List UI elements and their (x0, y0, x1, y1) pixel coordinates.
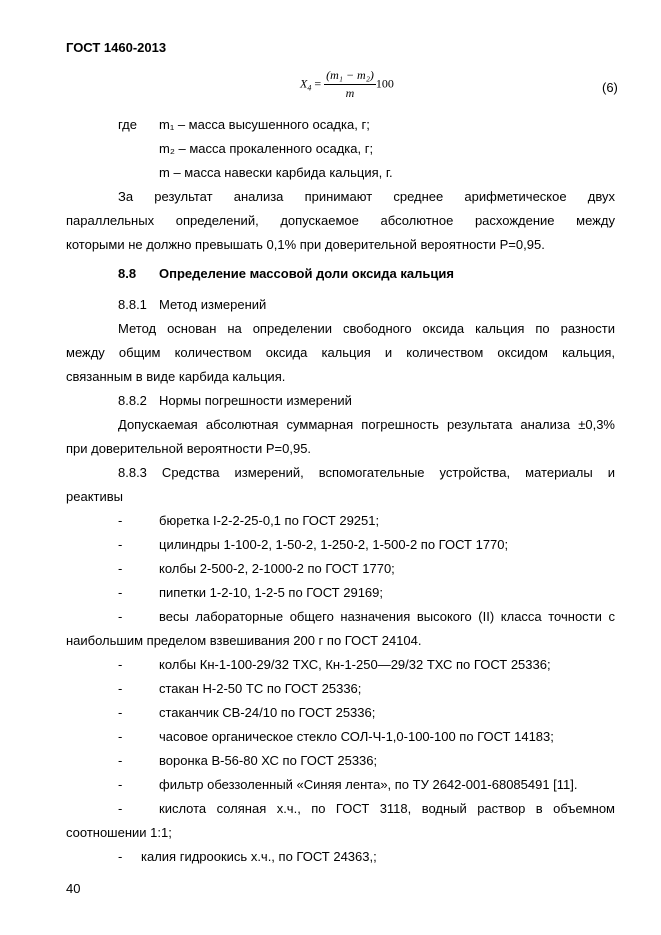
list-dash: - (118, 585, 123, 600)
formula-6 (300, 68, 394, 101)
list-item: колбы Кн-1-100-29/32 ТХС, Кн-1-250—29/32 ТХС по ГОСТ 25336; (159, 657, 551, 672)
formula-lhs: X (300, 76, 308, 91)
list-dash: - (118, 729, 123, 744)
list-item: кислота соляная х.ч., по ГОСТ 3118, водный раствор в объемном (159, 801, 615, 816)
method-para-line1: Метод основан на определении свободного оксида кальция по разности (118, 321, 615, 336)
s882-number: 8.8.2 (118, 393, 147, 408)
section-8-8-number: 8.8 (118, 266, 137, 281)
error-para-line1: Допускаемая абсолютная суммарная погрешность результата анализа ±0,3% (118, 417, 615, 432)
s881-number: 8.8.1 (118, 297, 147, 312)
s883-line2: реактивы (66, 489, 123, 504)
list-dash: - (118, 513, 123, 528)
list-dash: - (118, 657, 123, 672)
result-para-line2: параллельных определений, допускаемое абсолютное расхождение между (66, 213, 615, 228)
list-item: колбы 2-500-2, 2-1000-2 по ГОСТ 1770; (159, 561, 395, 576)
list-dash: - (118, 705, 123, 720)
where-label: где (118, 117, 137, 132)
equation-number: (6) (602, 80, 618, 95)
where-m2: m₂ – масса прокаленного осадка, г; (159, 141, 374, 156)
section-8-8-title: Определение массовой доли оксида кальция (159, 266, 454, 281)
method-para-line3: связанным в виде карбида кальция. (66, 369, 286, 384)
list-item: весы лабораторные общего назначения высокого (II) класса точности с (159, 609, 615, 624)
list-dash: - (118, 753, 123, 768)
where-m: m – масса навески карбида кальция, г. (159, 165, 393, 180)
list-dash: - (118, 849, 123, 864)
s882-title: Нормы погрешности измерений (159, 393, 352, 408)
error-para-line2: при доверительной вероятности Р=0,95. (66, 441, 312, 456)
list-item: бюретка I-2-2-25-0,1 по ГОСТ 29251; (159, 513, 380, 528)
list-item: стакан Н-2-50 ТС по ГОСТ 25336; (159, 681, 362, 696)
list-item: фильтр обеззоленный «Синяя лента», по ТУ 2642-001-68085491 [11]. (159, 777, 578, 792)
formula-fraction (324, 68, 376, 101)
s881-title: Метод измерений (159, 297, 267, 312)
result-para-line3: которыми не должно превышать 0,1% при доверительной вероятности Р=0,95. (66, 237, 545, 252)
list-dash: - (118, 537, 123, 552)
formula-lhs-sub: 4 (307, 83, 312, 93)
list-dash: - (118, 609, 123, 624)
s883-line1: 8.8.3 Средства измерений, вспомогательные устройства, материалы и (118, 465, 615, 480)
where-m1: m₁ – масса высушенного осадка, г; (159, 117, 370, 132)
list-item: стаканчик СВ-24/10 по ГОСТ 25336; (159, 705, 376, 720)
list-dash: - (118, 561, 123, 576)
list-item: часовое органическое стекло СОЛ-Ч-1,0-100-100 по ГОСТ 14183; (159, 729, 554, 744)
list-dash: - (118, 681, 123, 696)
list-item: цилиндры 1-100-2, 1-50-2, 1-250-2, 1-500-2 по ГОСТ 1770; (159, 537, 509, 552)
list-dash: - (118, 777, 123, 792)
list-item: пипетки 1-2-10, 1-2-5 по ГОСТ 29169; (159, 585, 383, 600)
method-para-line2: между общим количеством оксида кальция и количеством оксидом кальция, (66, 345, 615, 360)
formula-denominator: m (345, 86, 355, 100)
list-item: воронка В-56-80 ХС по ГОСТ 25336; (159, 753, 378, 768)
list-item-continuation: наибольшим пределом взвешивания 200 г по ГОСТ 24104. (66, 633, 422, 648)
list-dash: - (118, 801, 123, 816)
list-item-continuation: соотношении 1:1; (66, 825, 172, 840)
formula-numerator: (m₁ − m₂) (324, 68, 376, 85)
result-para-line1: За результат анализа принимают среднее арифметическое двух (118, 189, 615, 204)
document-header: ГОСТ 1460-2013 (66, 40, 167, 55)
list-item: калия гидроокись х.ч., по ГОСТ 24363,; (141, 849, 377, 864)
page-number: 40 (66, 881, 81, 896)
formula-factor: 100 (375, 76, 394, 91)
formula-eq: = (314, 76, 322, 91)
